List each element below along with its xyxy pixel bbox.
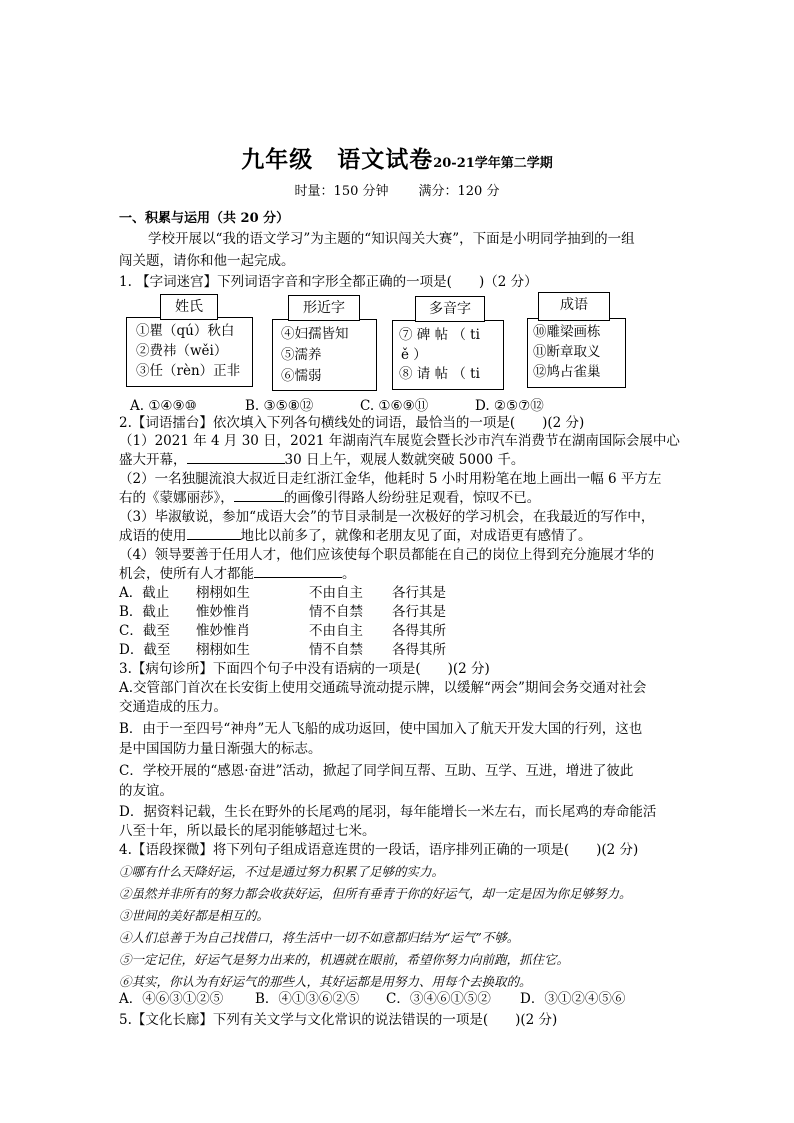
- q2-option-c-2: 惟妙惟肖: [196, 623, 250, 639]
- q1-stem: 1. 【字词迷宫】下列词语字音和字形全都正确的一项是( )（2 分）: [119, 274, 538, 290]
- exam-term: 20-21学年第二学期: [433, 156, 553, 171]
- q2-s2-text: 的画像引得路人纷纷驻足观看，惊叹不已。: [283, 490, 541, 506]
- section-intro-line2: 闯关题，请你和他一起完成。: [119, 253, 295, 269]
- q2-option-a-2: 栩栩如生: [196, 585, 250, 601]
- q1-box1-line: ③任（rèn）正非: [136, 363, 241, 379]
- q1-box3-line: ⑧ 请 帖 （ ti: [399, 366, 480, 382]
- q2-s3-line1: （3）毕淑敏说，参加“成语大会”的节目录制是一次极好的学习机会，在我最近的写作中，: [119, 509, 655, 525]
- q1-box-surname: [126, 317, 253, 387]
- q2-s1-blank: [187, 463, 285, 464]
- q1-box2-line: ⑥懦弱: [281, 368, 322, 384]
- q2-s3-line2: [119, 527, 592, 546]
- q4-sentence: ③世间的美好都是相互的。: [119, 908, 270, 923]
- q2-s4-text: 。: [342, 566, 356, 582]
- q2-option-a-1: A．截止: [119, 585, 170, 601]
- q3-line: C．学校开展的“感恩·奋进”活动，掀起了同学间互帮、互助、互学、互进，增进了彼此: [119, 763, 634, 779]
- q1-box-idioms-header: 成语: [538, 292, 610, 321]
- q1-option-a: A. ①④⑨⑩: [130, 398, 197, 414]
- q2-s2-line1: （2）一名独腿流浪大叔近日走红浙江金华，他耗时 5 小时用粉笔在地上画出一幅 6 平方左: [119, 471, 662, 487]
- q2-s4-line1: （4）领导要善于任用人才，他们应该使每个职员都能在自己的岗位上得到充分施展才华的: [119, 547, 655, 563]
- q1-box3-line: ⑦ 碑 帖 （ ti: [399, 327, 480, 343]
- q2-s1-line1: （1）2021 年 4 月 30 日，2021 年湖南汽车展览会暨长沙市汽车消费节在湖南国际会展中心: [119, 433, 680, 449]
- q2-s3-blank: [187, 539, 241, 540]
- q2-option-d-4: 各得其所: [392, 642, 446, 658]
- q4-option-d: D．③①②④⑤⑥: [520, 991, 626, 1007]
- q2-s2-blank: [234, 501, 284, 502]
- q1-box3-line: ě ）: [401, 347, 427, 363]
- q4-sentence: ⑤一定记住，好运气是努力出来的，机遇就在眼前，希望你努力向前跑，抓住它。: [119, 952, 570, 967]
- q4-sentence: ②虽然并非所有的努力都会收获好运，但所有垂青于你的好运气，却一定是因为你足够努力。: [119, 886, 632, 901]
- q1-option-b: B. ③⑤⑧⑫: [245, 398, 314, 414]
- q2-s2-text: 右的《蒙娜丽莎》，: [119, 490, 234, 506]
- section-intro-line1: 学校开展以“我的语文学习”为主题的“知识闯关大赛”，下面是小明同学抽到的一组: [148, 231, 635, 247]
- q2-option-d-1: D．截至: [119, 642, 171, 658]
- q2-option-a-3: 不由自主: [309, 585, 363, 601]
- q4-sentence: ①哪有什么天降好运，不过是通过努力积累了足够的实力。: [119, 864, 445, 879]
- q3-line: 八至十年，所以最长的尾羽能够超过七米。: [119, 823, 376, 839]
- q3-line: A.交管部门首次在长安街上使用交通疏导流动提示牌，以缓解“两会”期间会务交通对社会: [119, 680, 647, 696]
- exam-time: 时量：150 分钟: [294, 184, 389, 199]
- q1-box-idioms: [527, 318, 626, 388]
- q1-box4-line: ⑩雕梁画栋: [533, 324, 601, 340]
- q2-option-b-1: B．截止: [119, 604, 170, 620]
- q1-box-similar-chars-header: 形近字: [288, 295, 360, 321]
- q3-stem: 3.【病句诊所】下面四个句子中没有语病的一项是( )(2 分): [119, 661, 490, 677]
- q2-s1-text: 30 日上午，观展人数就突破 5000 千。: [284, 452, 525, 468]
- q1-box-polyphone: [392, 320, 504, 390]
- q1-box1-line: ①瞿（qú）秋白: [136, 323, 235, 339]
- q1-option-d: D. ②⑤⑦⑫: [475, 398, 544, 414]
- q2-s4-blank: [254, 577, 342, 578]
- q4-sentence: ④人们总善于为自己找借口，将生活中一切不如意都归结为“运气”不够。: [119, 930, 520, 945]
- q1-box4-line: ⑫鸠占雀巢: [533, 364, 601, 380]
- q3-line: D．据资料记载，生长在野外的长尾鸡的尾羽，每年能增长一米左右，而长尾鸡的寿命能活: [119, 804, 657, 820]
- q1-box-polyphone-header: 多音字: [415, 296, 485, 322]
- q2-option-d-2: 栩栩如生: [196, 642, 250, 658]
- q2-s2-line2: [119, 489, 540, 508]
- q4-option-c: C．③④⑥①⑤②: [386, 991, 491, 1007]
- q2-stem: 2.【词语擂台】依次填入下列各句横线处的词语，最恰当的一项是( )(2 分): [119, 415, 585, 431]
- q2-option-b-3: 情不自禁: [309, 604, 363, 620]
- q1-box1-line: ②费祎（wěi）: [136, 343, 228, 359]
- q2-s4-text: 机会，使所有人才都能: [119, 566, 254, 582]
- q1-option-c: C. ①⑥⑨⑪: [360, 398, 429, 414]
- q1-box4-line: ⑪断章取义: [533, 344, 601, 360]
- q2-s1-text: 盛大开幕，: [119, 452, 187, 468]
- exam-score: 满分：120 分: [418, 184, 500, 199]
- q4-stem: 4.【语段探微】将下列句子组成语意连贯的一段话，语序排列正确的一项是( )(2 分): [119, 842, 639, 858]
- q1-box2-line: ④妇孺皆知: [281, 326, 349, 342]
- q2-s3-text: 地比以前多了，就像和老朋友见了面，对成语更有感情了。: [240, 528, 592, 544]
- exam-meta: [0, 180, 794, 199]
- q2-s1-line2: [119, 451, 524, 470]
- q3-line: 的友谊。: [119, 783, 173, 799]
- q3-line: 交通造成的压力。: [119, 699, 227, 715]
- q1-box-similar-chars: [272, 319, 377, 391]
- q2-s3-text: 成语的使用: [119, 528, 187, 544]
- q2-option-a-4: 各行其是: [392, 585, 446, 601]
- q2-option-c-4: 各得其所: [392, 623, 446, 639]
- q2-option-b-2: 惟妙惟肖: [196, 604, 250, 620]
- page-title: [0, 141, 794, 174]
- q2-option-d-3: 情不自禁: [309, 642, 363, 658]
- q2-option-c-1: C．截至: [119, 623, 170, 639]
- q2-option-c-3: 不由自主: [309, 623, 363, 639]
- q4-sentence: ⑥其实，你认为有好运气的那些人，其好运都是用努力、用每个去换取的。: [119, 974, 532, 989]
- q4-option-a: A．④⑥③①②⑤: [119, 991, 224, 1007]
- q2-option-b-4: 各行其是: [392, 604, 446, 620]
- q1-box2-line: ⑤濡养: [281, 347, 322, 363]
- section-heading: 一、积累与运用（共 20 分）: [119, 211, 290, 226]
- q5-stem: 5.【文化长廊】下列有关文学与文化常识的说法错误的一项是( )(2 分): [119, 1012, 558, 1028]
- q1-box-surname-header: 姓氏: [160, 294, 218, 320]
- q4-option-b: B．④①③⑥②⑤: [255, 991, 360, 1007]
- q3-line: 是中国国防力量日渐强大的标志。: [119, 741, 322, 757]
- q2-s4-line2: [119, 565, 356, 584]
- exam-title: 九年级 语文试卷: [241, 146, 434, 173]
- q3-line: B．由于一至四号“神舟”无人飞船的成功返回，使中国加入了航天开发大国的行列，这也: [119, 721, 643, 737]
